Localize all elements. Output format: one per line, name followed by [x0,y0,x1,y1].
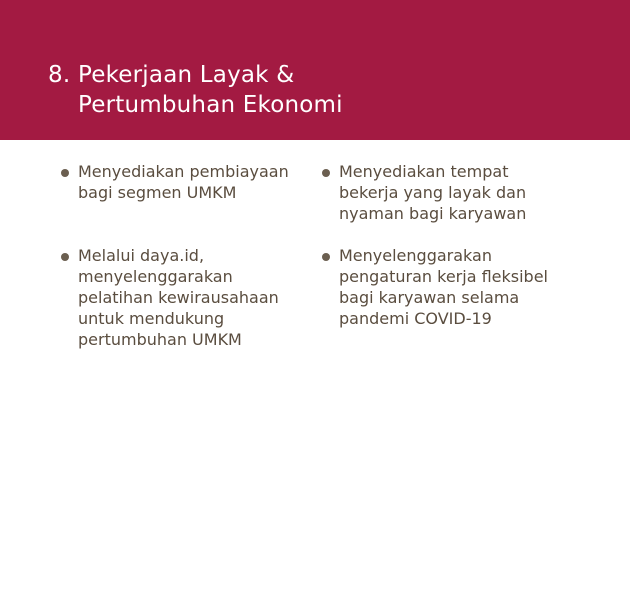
bullet-text: Menyediakan tempat bekerja yang layak dan nyaman bagi karyawan [339,162,527,223]
bullet-item [322,245,548,329]
bullet-dot-icon [61,253,69,261]
bullet-text: Menyediakan pembiayaan bagi segmen UMKM [78,162,289,202]
bullet-text: Menyelenggarakan pengaturan kerja fleksibel bagi karyawan selama pandemi COVID-19 [339,246,548,328]
bullet-dot-icon [61,169,69,177]
bullet-dot-icon [322,253,330,261]
bullet-dot-icon [322,169,330,177]
bullet-item [61,245,279,350]
bullet-item [61,161,289,203]
bullet-item [322,161,526,224]
bullet-text: Melalui daya.id, menyelenggarakan pelatihan kewirausahaan untuk mendukung pertumbuhan UMKM [78,246,279,349]
section-header [0,0,630,140]
section-title: Pekerjaan Layak & Pertumbuhan Ekonomi [78,62,343,118]
section-number: 8. [48,62,71,88]
